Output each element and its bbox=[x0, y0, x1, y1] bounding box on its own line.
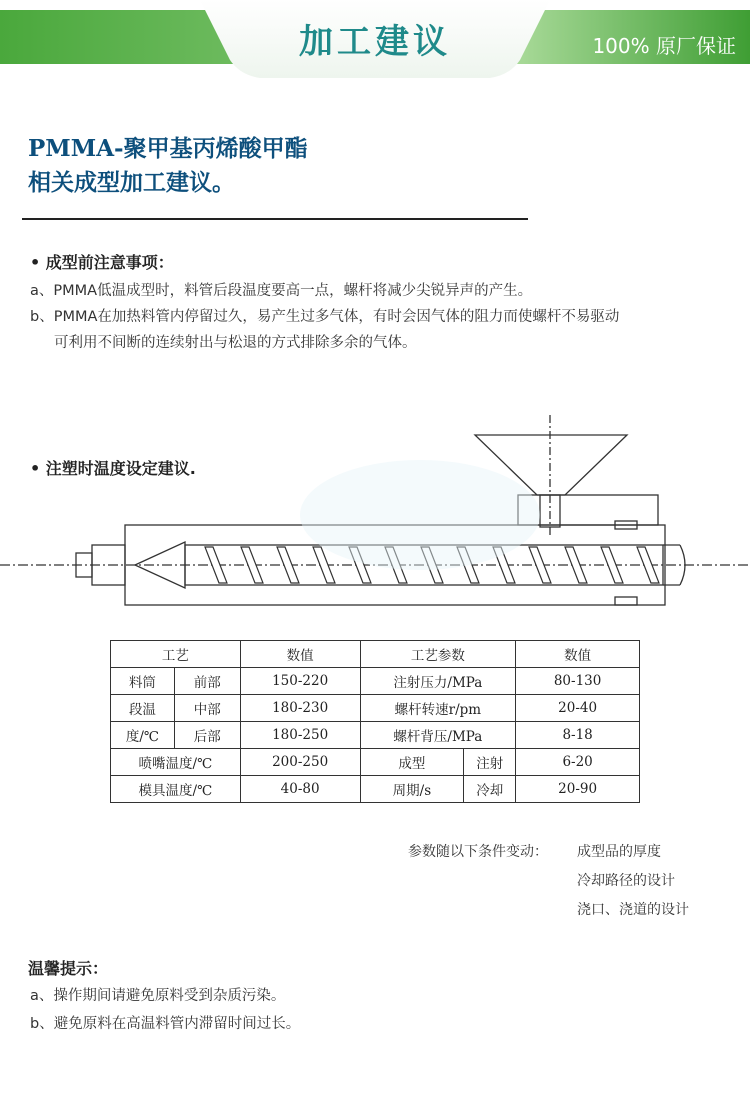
section-title-precautions: • 成型前注意事项： bbox=[30, 253, 174, 272]
table-cell: 40-80 bbox=[240, 776, 360, 803]
table-header-cell: 工艺参数 bbox=[360, 641, 516, 668]
heading-line-2: 相关成型加工建议。 bbox=[28, 169, 235, 196]
banner-badge: 100% 原厂保证 bbox=[592, 34, 736, 58]
table-cell: 150-220 bbox=[240, 668, 360, 695]
table-cell: 度/℃ bbox=[111, 722, 175, 749]
table-cell: 料筒 bbox=[111, 668, 175, 695]
banner-title: 加工建议 bbox=[299, 22, 451, 62]
condition-item: 成型品的厚度 bbox=[577, 844, 661, 860]
table-cell: 段温 bbox=[111, 695, 175, 722]
table-cell: 80-130 bbox=[516, 668, 640, 695]
table-cell: 注射压力/MPa bbox=[360, 668, 516, 695]
table-cell: 180-230 bbox=[240, 695, 360, 722]
condition-item: 冷却路径的设计 bbox=[577, 873, 675, 889]
table-header-row bbox=[111, 641, 640, 668]
precautions-list bbox=[30, 278, 619, 356]
table-cell: 6-20 bbox=[516, 749, 640, 776]
table-row bbox=[111, 722, 640, 749]
table-cell: 20-40 bbox=[516, 695, 640, 722]
table-cell: 200-250 bbox=[240, 749, 360, 776]
precaution-item: 可利用不间断的连续射出与松退的方式排除多余的气体。 bbox=[54, 335, 417, 351]
precaution-item: b、PMMA在加热料管内停留过久，易产生过多气体，有时会因气体的阻力而使螺杆不易驱动 bbox=[30, 309, 620, 325]
table-cell: 螺杆背压/MPa bbox=[360, 722, 516, 749]
table-cell: 20-90 bbox=[516, 776, 640, 803]
table-cell: 前部 bbox=[174, 668, 240, 695]
table-header-cell: 工艺 bbox=[111, 641, 241, 668]
process-parameter-table bbox=[110, 640, 640, 803]
table-cell: 注射 bbox=[464, 749, 516, 776]
table-cell: 模具温度/℃ bbox=[111, 776, 241, 803]
table-cell: 后部 bbox=[174, 722, 240, 749]
conditions-label: 参数随以下条件变动： bbox=[408, 844, 548, 860]
tips-title: 温馨提示： bbox=[28, 959, 109, 978]
table-cell: 螺杆转速r/pm bbox=[360, 695, 516, 722]
table-cell: 180-250 bbox=[240, 722, 360, 749]
page-heading bbox=[28, 132, 308, 200]
header-banner bbox=[0, 0, 750, 90]
heading-divider bbox=[22, 218, 528, 220]
conditions-list bbox=[577, 838, 689, 925]
table-cell: 8-18 bbox=[516, 722, 640, 749]
table-header-cell: 数值 bbox=[516, 641, 640, 668]
table-row bbox=[111, 668, 640, 695]
table-header-cell: 数值 bbox=[240, 641, 360, 668]
table-cell: 成型 bbox=[360, 749, 464, 776]
condition-item: 浇口、浇道的设计 bbox=[577, 902, 689, 918]
tip-item: a、操作期间请避免原料受到杂质污染。 bbox=[30, 988, 286, 1004]
precaution-item: a、PMMA低温成型时，料管后段温度要高一点，螺杆将减少尖锐异声的产生。 bbox=[30, 283, 533, 299]
tip-item: b、避免原料在高温料管内滞留时间过长。 bbox=[30, 1016, 301, 1032]
table-row bbox=[111, 695, 640, 722]
table-cell: 周期/s bbox=[360, 776, 464, 803]
tips-list bbox=[30, 982, 300, 1038]
table-cell: 喷嘴温度/℃ bbox=[111, 749, 241, 776]
table-cell: 中部 bbox=[174, 695, 240, 722]
table-cell: 冷却 bbox=[464, 776, 516, 803]
table-row bbox=[111, 749, 640, 776]
section-title-temperature: • 注塑时温度设定建议. bbox=[30, 459, 196, 478]
injection-screw-diagram bbox=[0, 405, 750, 620]
table-row bbox=[111, 776, 640, 803]
heading-line-1: PMMA-聚甲基丙烯酸甲酯 bbox=[28, 135, 308, 162]
